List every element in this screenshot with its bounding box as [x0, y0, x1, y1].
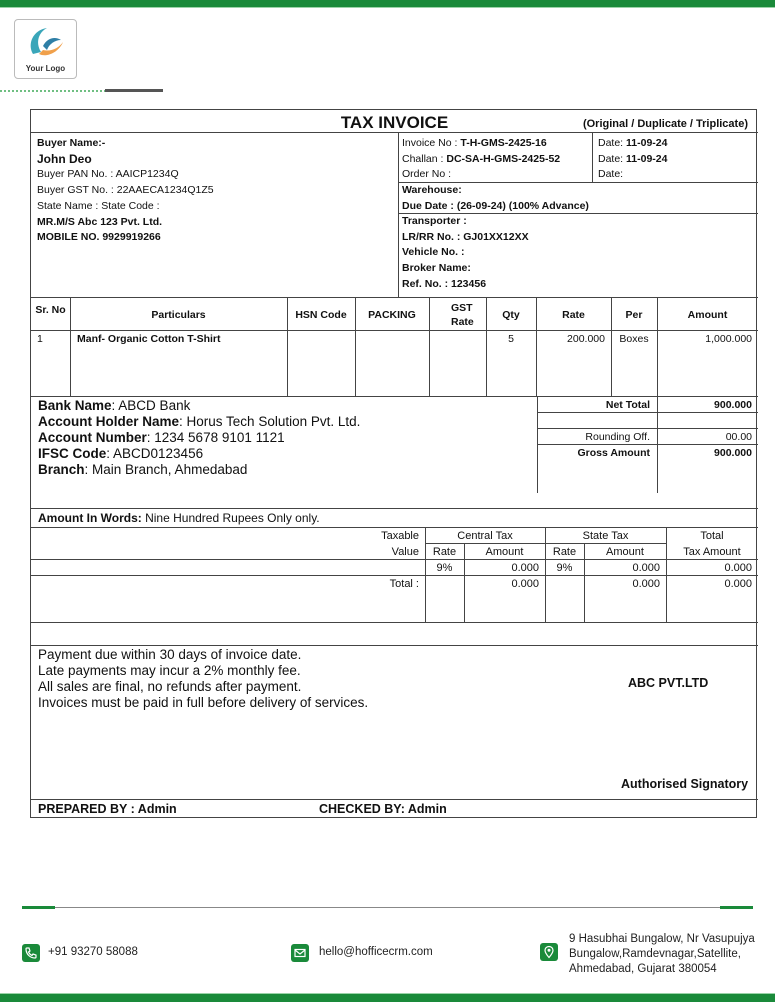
mail-icon: [291, 944, 309, 962]
branch-label: Branch: [38, 462, 85, 477]
transporter: Transporter :: [402, 215, 467, 227]
challan-label: Challan :: [402, 152, 447, 165]
decorative-divider-dark: [105, 89, 163, 92]
date1-label: Date:: [598, 137, 627, 149]
date2-label: Date:: [598, 152, 627, 165]
row-sr: 1: [37, 333, 43, 345]
buyer-company: MR.M/S Abc 123 Pvt. Ltd.: [37, 215, 163, 228]
signature-company: ABC PVT.LTD: [628, 676, 709, 690]
date3-label: Date:: [598, 168, 624, 181]
decorative-divider: [0, 90, 105, 92]
col-header-hsn: HSN Code: [295, 309, 347, 321]
term-item: All sales are final, no refunds after payment.: [38, 679, 302, 694]
location-pin-icon: [540, 943, 558, 961]
invoice-numbers: [402, 136, 560, 183]
buyer-details: [37, 136, 214, 246]
tax-row-total: 0.000: [724, 562, 752, 574]
company-logo: [14, 19, 77, 79]
date1: 11-09-24: [626, 137, 668, 149]
amount-in-words-label: Amount In Words:: [38, 511, 142, 525]
payment-terms: [38, 647, 368, 711]
col-header-particulars: Particulars: [151, 309, 206, 321]
col-header-gst: GST Rate: [451, 302, 474, 328]
central-tax-header: Central Tax: [457, 530, 513, 542]
rounding-label: Rounding Off.: [585, 431, 650, 443]
term-item: Late payments may incur a 2% monthly fee.: [38, 663, 301, 678]
central-rate-header: Rate: [432, 546, 457, 558]
buyer-name: John Deo: [37, 151, 92, 166]
bank-name: : ABCD Bank: [111, 398, 191, 413]
gross-amount-value: 900.000: [714, 447, 752, 459]
address-line: Bungalow,Ramdevnagar,Satellite,: [569, 948, 741, 960]
invoice-sheet: [30, 109, 757, 818]
tax-row-central-amount: 0.000: [511, 562, 539, 574]
buyer-state: State Name : State Code :: [37, 199, 160, 212]
challan-no: DC-SA-H-GMS-2425-52: [446, 152, 561, 165]
col-header-rate: Rate: [562, 309, 585, 321]
footer-accent-right: [720, 906, 753, 909]
authorised-signatory: Authorised Signatory: [621, 777, 749, 791]
term-item: Payment due within 30 days of invoice date.: [38, 647, 302, 662]
tax-row-central-rate: 9%: [436, 562, 453, 574]
row-qty: 5: [508, 333, 514, 345]
col-header-packing: PACKING: [368, 309, 416, 321]
col-header-qty: Qty: [502, 309, 520, 321]
invoice-no-label: Invoice No :: [402, 137, 461, 149]
term-item: Invoices must be paid in full before delivery of services.: [38, 695, 369, 710]
tax-total-state: 0.000: [632, 578, 660, 590]
row-per: Boxes: [619, 333, 649, 345]
warehouse: Warehouse:: [402, 184, 462, 196]
account-number-label: Account Number: [38, 430, 147, 445]
tax-row-state-amount: 0.000: [632, 562, 660, 574]
vehicle-no: Vehicle No. :: [402, 246, 465, 259]
tax-value-label: Value: [391, 546, 419, 558]
invoice-no: T-H-GMS-2425-16: [460, 137, 547, 149]
rounding-value: 00.00: [725, 431, 752, 443]
branch: : Main Branch, Ahmedabad: [84, 462, 248, 477]
footer-accent-left: [22, 906, 55, 909]
state-rate-header: Rate: [552, 546, 577, 558]
account-holder: : Horus Tech Solution Pvt. Ltd.: [179, 414, 361, 429]
row-rate: 200.000: [567, 333, 605, 345]
buyer-pan: Buyer PAN No. : AAICP1234Q: [37, 168, 179, 181]
buyer-mobile: MOBILE NO. 9929919266: [37, 231, 161, 244]
amount-in-words: [38, 511, 320, 525]
ref-no: Ref. No. : 123456: [402, 277, 487, 290]
logo-text: Your Logo: [25, 64, 66, 73]
account-number: : 1234 5678 9101 1121: [146, 430, 285, 445]
ifsc-code: : ABCD0123456: [106, 446, 204, 461]
footer-address: [569, 932, 755, 977]
buyer-label: Buyer Name:-: [37, 137, 106, 149]
net-total-value: 900.000: [714, 399, 752, 411]
net-total-label: Net Total: [605, 399, 650, 411]
gross-amount-label: Gross Amount: [577, 447, 650, 459]
order-no: Order No :: [402, 168, 452, 181]
footer-phone[interactable]: +91 93270 58088: [48, 946, 138, 958]
checked-by: CHECKED BY: Admin: [319, 802, 447, 816]
bottom-accent-bar: [0, 994, 775, 1002]
tax-amount-header: Tax Amount: [683, 546, 741, 558]
amount-in-words-value: Nine Hundred Rupees Only only.: [141, 511, 320, 525]
tax-total-label: Total :: [389, 578, 419, 590]
date2: 11-09-24: [626, 152, 668, 165]
col-header-amount: Amount: [687, 309, 728, 321]
tax-row-state-rate: 9%: [556, 562, 573, 574]
bank-details: [38, 398, 360, 478]
account-holder-label: Account Holder Name: [38, 414, 180, 429]
warehouse-block: [402, 183, 589, 214]
prepared-by: PREPARED BY : Admin: [38, 802, 177, 816]
state-tax-header: State Tax: [582, 530, 629, 542]
address-line: Ahmedabad, Gujarat 380054: [569, 963, 717, 975]
lr-no: LR/RR No. : GJ01XX12XX: [402, 230, 529, 243]
central-amount-header: Amount: [485, 546, 524, 558]
tax-total-amount: 0.000: [724, 578, 752, 590]
total-tax-header: Total: [700, 530, 724, 542]
ifsc-label: IFSC Code: [38, 446, 107, 461]
logo-mark-icon: [25, 24, 67, 62]
broker-name: Broker Name:: [402, 262, 471, 275]
address-line: 9 Hasubhai Bungalow, Nr Vasupujya: [569, 933, 755, 945]
invoice-dates: [598, 136, 667, 183]
row-amount: 1,000.000: [705, 333, 752, 345]
tax-total-central: 0.000: [511, 578, 539, 590]
footer-email[interactable]: hello@hofficecrm.com: [319, 946, 433, 958]
copy-label: (Original / Duplicate / Triplicate): [582, 118, 748, 130]
footer-divider: [55, 907, 720, 908]
tax-taxable-label: Taxable: [381, 530, 419, 542]
invoice-title: TAX INVOICE: [340, 113, 449, 132]
top-accent-bar: [0, 0, 775, 7]
phone-icon: [22, 944, 40, 962]
bank-name-label: Bank Name: [38, 398, 112, 413]
buyer-gst: Buyer GST No. : 22AAECA1234Q1Z5: [37, 184, 214, 197]
col-header-sr: Sr. No: [35, 304, 66, 316]
row-particulars: Manf- Organic Cotton T-Shirt: [77, 333, 221, 345]
transport-block: [402, 214, 529, 293]
state-amount-header: Amount: [606, 546, 644, 558]
col-header-per: Per: [625, 309, 643, 321]
due-date: Due Date : (26-09-24) (100% Advance): [402, 199, 589, 212]
